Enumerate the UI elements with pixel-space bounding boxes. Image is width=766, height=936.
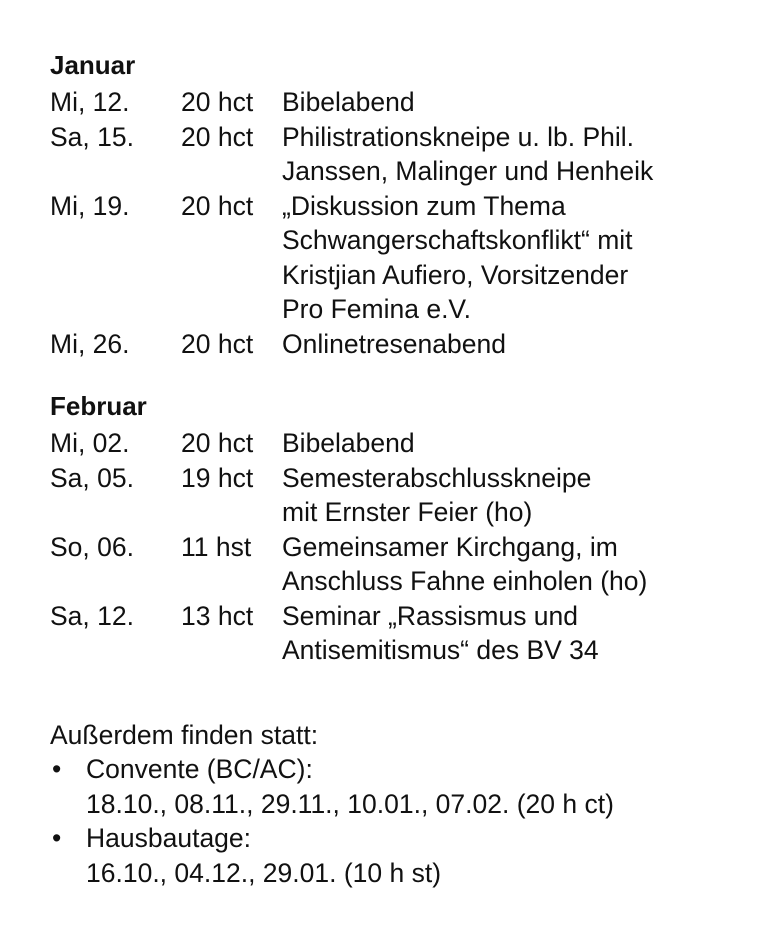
event-row [50, 599, 750, 668]
event-description-line: Anschluss Fahne einholen (ho) [282, 566, 648, 596]
bullet-line: 16.10., 04.12., 29.01. (10 h st) [86, 857, 442, 888]
bullet-line: Hausbautage: [86, 823, 252, 853]
event-description-line: Onlinetresenabend [282, 328, 506, 359]
event-row [50, 461, 750, 530]
month-section [50, 48, 750, 361]
event-description-line: Bibelabend [282, 428, 415, 458]
event-time: 20 hct [181, 328, 254, 359]
event-row [50, 120, 750, 189]
event-description-line: Bibelabend [282, 87, 415, 117]
event-description-line: Antisemitismus“ des BV 34 [282, 635, 599, 665]
event-time: 20 hct [181, 121, 254, 152]
event-row [50, 426, 750, 461]
event-date: Sa, 15. [50, 121, 134, 152]
bullet-item [50, 752, 750, 821]
event-description [282, 426, 750, 461]
event-row [50, 189, 750, 327]
event-description [282, 461, 750, 530]
month-heading: Januar [50, 50, 136, 80]
event-row [50, 327, 750, 362]
bullet-content [86, 821, 441, 890]
event-description-line: „Diskussion zum Thema [282, 190, 566, 221]
event-time: 20 hct [181, 87, 254, 117]
event-description-line: Schwangerschaftskonflikt“ mit [282, 225, 633, 255]
event-time: 20 hct [181, 428, 254, 458]
event-date: Mi, 26. [50, 328, 130, 359]
extras-section [50, 718, 750, 891]
event-date: Sa, 12. [50, 600, 134, 631]
bullet-line: 18.10., 08.11., 29.11., 10.01., 07.02. (20 h ct) [86, 788, 614, 819]
event-description-line: Seminar „Rassismus und [282, 600, 579, 631]
spacer [50, 668, 750, 718]
month-sections [50, 48, 750, 668]
event-description [282, 599, 750, 668]
event-description [282, 530, 750, 599]
event-description [282, 327, 750, 362]
bullet-line: Convente (BC/AC): [86, 754, 313, 784]
bullet-item [50, 821, 750, 890]
event-date: Sa, 05. [50, 462, 134, 493]
month-heading: Februar [50, 391, 147, 421]
event-time: 11 hst [181, 531, 252, 562]
semester-program [50, 48, 750, 890]
event-description-line: Semesterabschlusskneipe [282, 462, 592, 493]
event-time: 20 hct [181, 190, 254, 221]
event-description-line: Philistrationskneipe u. lb. Phil. [282, 121, 635, 152]
event-date: Mi, 12. [50, 87, 130, 117]
extras-title: Außerdem finden statt: [50, 719, 319, 750]
event-description-line: mit Ernster Feier (ho) [282, 497, 533, 527]
event-description-line: Janssen, Malinger und Henheik [282, 156, 654, 186]
event-description-line: Gemeinsamer Kirchgang, im [282, 531, 618, 562]
event-description-line: Pro Femina e.V. [282, 294, 472, 324]
extras-list [50, 752, 750, 890]
event-date: Mi, 02. [50, 428, 130, 458]
event-description [282, 85, 750, 120]
event-time: 19 hct [181, 462, 254, 493]
event-description [282, 120, 750, 189]
event-description-line: Kristjian Aufiero, Vorsitzender [282, 259, 629, 290]
event-date: Mi, 19. [50, 190, 130, 221]
event-date: So, 06. [50, 531, 134, 562]
bullet-content [86, 752, 614, 821]
bullet-icon: • [52, 754, 62, 784]
bullet-icon: • [52, 823, 62, 853]
month-section [50, 389, 750, 668]
event-row [50, 85, 750, 120]
event-description [282, 189, 750, 327]
event-row [50, 530, 750, 599]
spacer [50, 361, 750, 389]
event-time: 13 hct [181, 600, 254, 631]
